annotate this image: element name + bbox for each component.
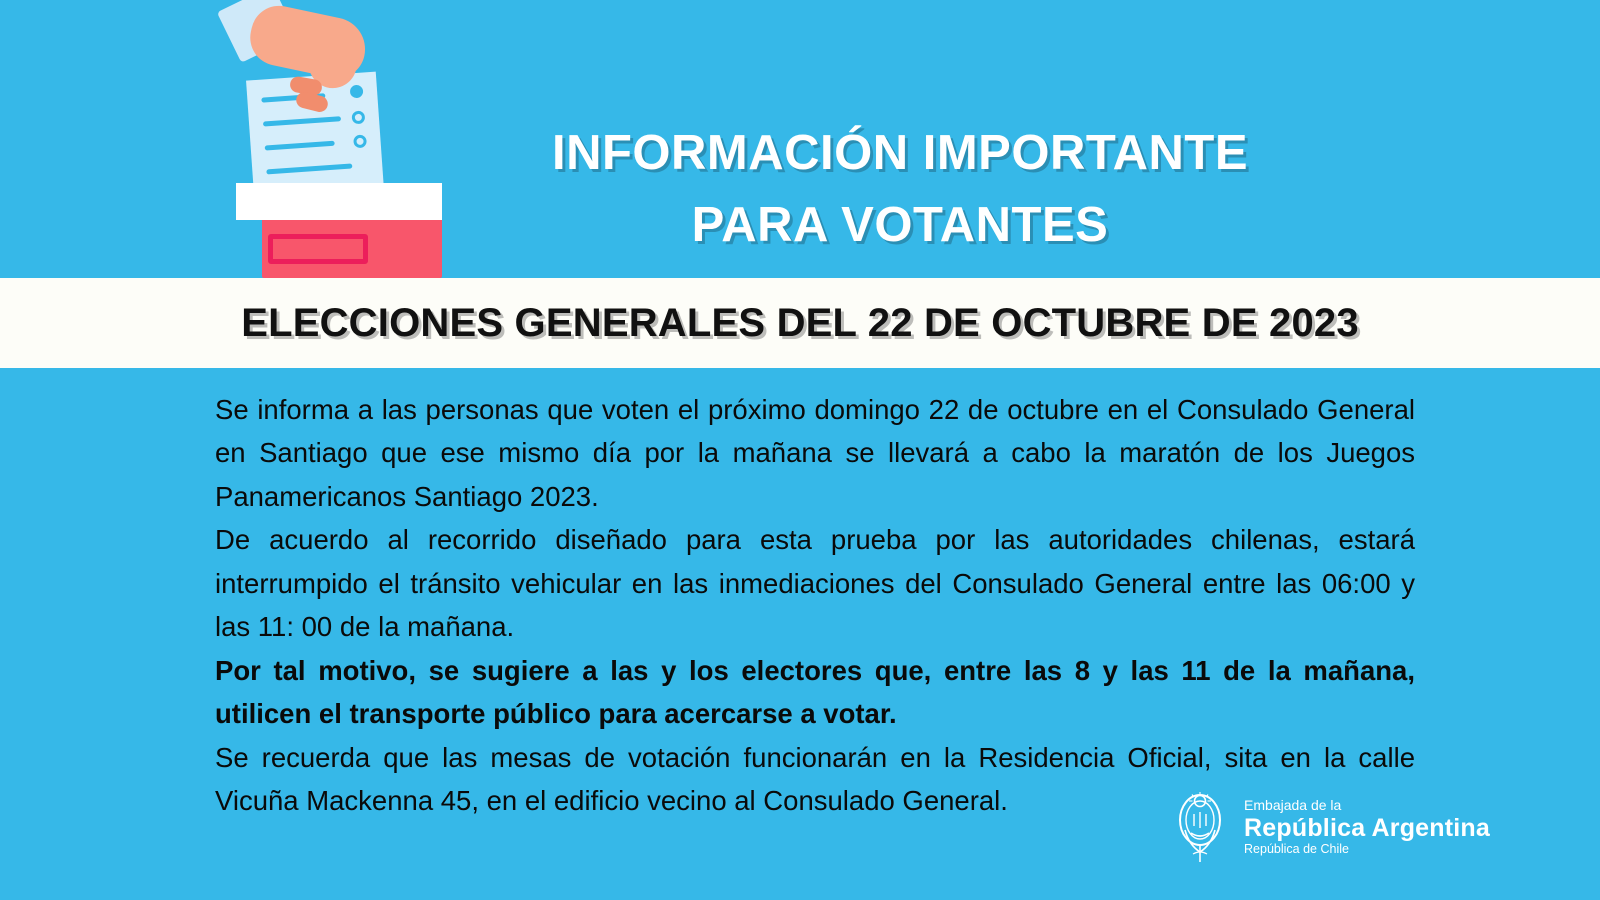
page-title-line2: PARA VOTANTES xyxy=(691,197,1109,252)
argentina-coat-of-arms-icon xyxy=(1169,790,1231,864)
hand-icon xyxy=(226,0,366,130)
poster-header xyxy=(0,0,1600,278)
paragraph-1: Se informa a las personas que voten el próximo domingo 22 de octubre en el Consulado General en Santiago que ese mismo día por la mañana se llevará a cabo la maratón de los Juegos Panamericanos Santiago 2023. xyxy=(215,394,1415,512)
paragraph-2: De acuerdo al recorrido diseñado para esta prueba por las autoridades chilenas, estará interrumpido el tránsito vehicular en las inmediaciones del Consulado General entre las 06:00 y las 11: 00 de la mañana. xyxy=(215,524,1415,643)
paragraph-3-highlight: Por tal motivo, se sugiere a las y los electores que, entre las 8 y las 11 de la mañana, utilicen el transporte público para acercarse a votar. xyxy=(215,654,1415,730)
page-title-line1: INFORMACIÓN IMPORTANTE xyxy=(551,126,1249,180)
subtitle-band xyxy=(0,278,1600,368)
ballot-paper-line xyxy=(266,163,352,174)
ballot-paper-line xyxy=(265,141,335,151)
logo-line-1: Embajada de la xyxy=(1244,797,1342,814)
page-title xyxy=(380,118,1420,261)
logo-line-2: República Argentina xyxy=(1244,813,1490,842)
paragraph-4: Se recuerda que las mesas de votación funcionarán en la Residencia Oficial, sita en la calle Vicuña Mackenna 45, en el edificio vecino al Consulado General. xyxy=(215,741,1415,816)
ballot-paper-dot xyxy=(353,134,367,148)
subtitle-text: ELECCIONES GENERALES DEL 22 DE OCTUBRE DE 2023 xyxy=(241,300,1359,345)
body-text-area xyxy=(0,368,1600,900)
ballot-box-label xyxy=(268,234,368,264)
logo-line-3: República de Chile xyxy=(1244,841,1349,856)
embassy-logo-text xyxy=(1244,798,1490,856)
finger-shape xyxy=(295,90,330,113)
embassy-logo xyxy=(1169,790,1490,864)
